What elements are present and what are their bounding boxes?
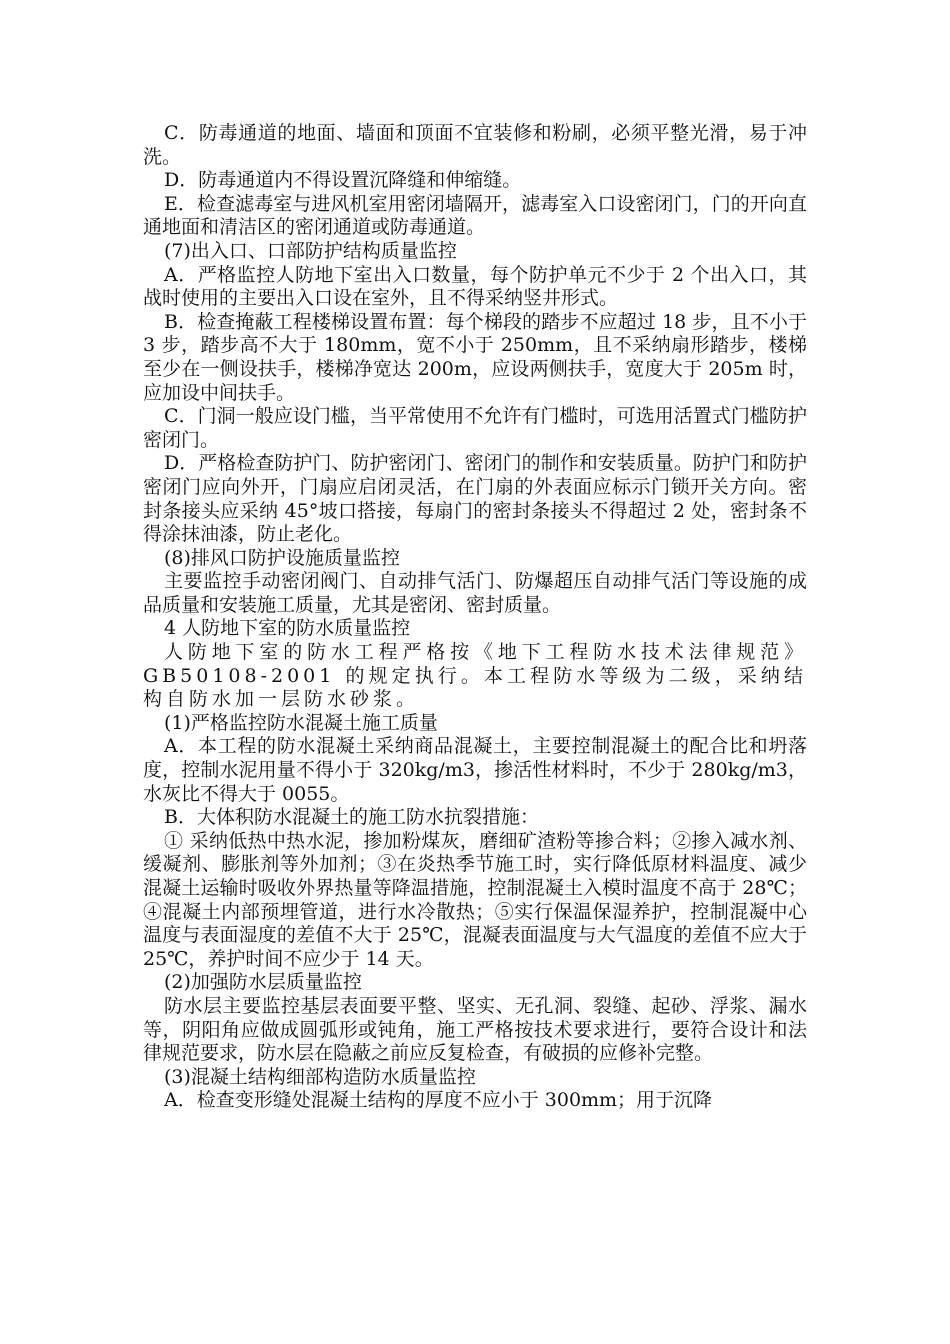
paragraph-d-protective-doors: D．严格检查防护门、防护密闭门、密闭门的制作和安装质量。防护门和防护密闭门应向外开，门扇应启闭灵活，在门扇的外表面应标示门锁开关方向。密封条接头应采纳 45°坡口搭接，每扇门的密封条接头不得超过 2 处，密封条不得涂抹油漆，防止老化。 (143, 452, 807, 546)
paragraph-c-decontamination-surface: C．防毒通道的地面、墙面和顶面不宜装修和粉刷，必须平整光滑，易于冲洗。 (143, 122, 807, 168)
heading-waterproof-layer: (2)加强防水层质量监控 (164, 971, 362, 994)
paragraph-b-crack-measures: B．大体积防水混凝土的施工防水抗裂措施： (164, 806, 539, 829)
paragraph-d-no-joints: D．防毒通道内不得设置沉降缝和伸缩缝。 (164, 169, 522, 192)
paragraph-a-deformation-joint: A．检查变形缝处混凝土结构的厚度不应小于 300mm；用于沉降 (164, 1089, 713, 1112)
paragraph-a-concrete-mix: A．本工程的防水混凝土采纳商品混凝土，主要控制混凝土的配合比和坍落度，控制水泥用量不得小于 320kg/m3，掺活性材料时，不少于 280kg/m3，水灰比不得大于 0055。 (143, 735, 807, 805)
paragraph-measures-list: ① 采纳低热中热水泥，掺加粉煤灰，磨细矿渣粉等掺合料；②掺入减水剂、缓凝剂、膨胀剂等外加剂；③在炎热季节施工时，实行降低原材料温度、减少混凝土运输时吸收外界热量等降温措施，控制混凝土入模时温度不高于 28℃；④混凝土内部预埋管道，进行水冷散热；⑤实行保温保湿养护，控制混凝中心温度与表面湿度的差值不大于 25℃，混凝表面温度与大气温度的差值不应大于 25℃，养护时间不应少于 14 天。 (143, 829, 807, 970)
heading-exhaust-protection: (8)排风口防护设施质量监控 (164, 546, 400, 569)
paragraph-c-threshold: C．门洞一般应设门槛，当平常使用不允许有门槛时，可选用活置式门槛防护密闭门。 (143, 405, 807, 451)
heading-entrance-protection: (7)出入口、口部防护结构质量监控 (164, 239, 457, 262)
paragraph-e-filter-room: E．检查滤毒室与进风机室用密闭墙隔开，滤毒室入口设密闭门，门的开向直通地面和清洁区的密闭通道或防毒通道。 (143, 192, 807, 239)
heading-waterproofing: 4 人防地下室的防水质量监控 (164, 617, 411, 640)
paragraph-a-entrance-count: A．严格监控人防地下室出入口数量，每个防护单元不少于 2 个出入口，其战时使用的主要出入口设在室外，且不得采纳竖井形式。 (143, 263, 807, 310)
heading-detail-construction: (3)混凝土结构细部构造防水质量监控 (164, 1065, 476, 1088)
paragraph-exhaust-valves: 主要监控手动密闭阀门、自动排气活门、防爆超压自动排气活门等设施的成品质量和安装施工质量，尤其是密闭、密封质量。 (143, 570, 807, 616)
document-body (143, 122, 807, 1113)
paragraph-b-stairs: B．检查掩蔽工程楼梯设置布置：每个梯段的踏步不应超过 18 步，且不小于 3 步，踏步高不大于 180mm，宽不小于 250mm，且不采纳扇形踏步，楼梯至少在一侧设扶手，楼梯净宽达 200m，应设两侧扶手，宽度大于 205m 时，应加设中间扶手。 (143, 310, 807, 404)
heading-waterproof-concrete: (1)严格监控防水混凝土施工质量 (164, 711, 438, 734)
paragraph-waterproof-standard: 人防地下室的防水工程严格按《地下工程防水技术法律规范》GB50108-2001 的规定执行。本工程防水等级为二级，采纳结构自防水加一层防水砂浆。 (143, 641, 807, 711)
paragraph-waterproof-layer: 防水层主要监控基层表面要平整、坚实、无孔洞、裂缝、起砂、浮浆、漏水等，阴阳角应做成圆弧形或钝角，施工严格按技术要求进行，要符合设计和法律规范要求，防水层在隐蔽之前应反复检查，有破损的应修补完整。 (143, 994, 807, 1065)
